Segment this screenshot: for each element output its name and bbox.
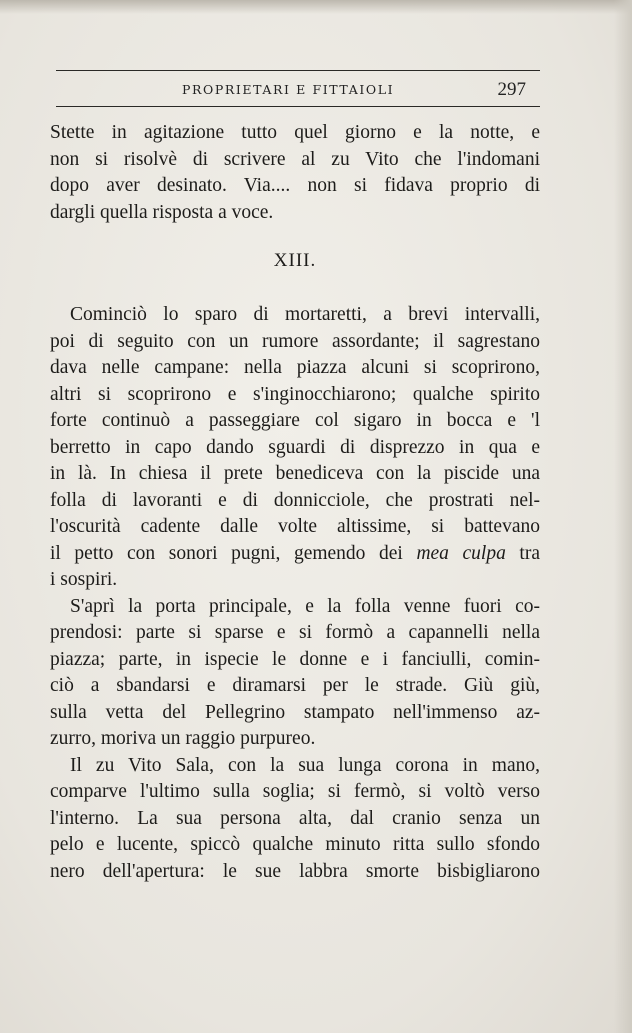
page-top-shadow	[0, 0, 632, 14]
running-title: PROPRIETARI E FITTAIOLI	[182, 82, 395, 97]
text-line: piazza; parte, in ispecie le donne e i fanciulli, comin-	[50, 648, 540, 670]
text-line: prendosi: parte si sparse e si formò a capannelli nella	[50, 622, 540, 643]
header-rule-top	[56, 70, 540, 71]
text-line: dopo aver desinato. Via.... non si fidava proprio di	[50, 175, 540, 196]
text-line: S'aprì la porta principale, e la folla venne fuori co-	[70, 595, 540, 617]
text-line: i sospiri.	[50, 569, 118, 590]
text-line-italic	[50, 541, 540, 568]
text-line: zurro, moriva un raggio purpureo.	[50, 728, 316, 749]
text-line: Cominciò lo sparo di mortaretti, a brevi intervalli,	[70, 304, 540, 325]
page-number: 297	[497, 79, 526, 100]
text-line: forte continuò a passeggiare col sigaro in bocca e 'l	[50, 410, 540, 431]
text-line: dava nelle campane: nella piazza alcuni si scoprirono,	[50, 357, 540, 378]
text-line: l'oscurità cadente dalle volte altissime, si battevano	[50, 516, 540, 537]
running-head	[56, 80, 540, 102]
page-edge-shadow	[614, 0, 632, 1033]
text-line: nero dell'apertura: le sue labbra smorte bisbigliarono	[50, 860, 540, 882]
text-line: altri si scoprirono e s'inginocchiarono; qualche spirito	[50, 383, 540, 405]
body-text	[50, 120, 540, 885]
text-line: Il zu Vito Sala, con la sua lunga corona in mano,	[70, 754, 540, 776]
text-line: pelo e lucente, spiccò qualche minuto ritta sullo sfondo	[50, 834, 540, 855]
text-line: sulla vetta del Pellegrino stampato nell'immenso az-	[50, 701, 540, 723]
text-line: poi di seguito con un rumore assordante; il sagrestano	[50, 330, 540, 352]
text-line: comparve l'ultimo sulla soglia; si fermò, si voltò verso	[50, 781, 540, 802]
text-fragment: tra	[505, 542, 540, 564]
text-line: l'interno. La sua persona alta, dal cranio senza un	[50, 807, 540, 829]
text-line: folla di lavoranti e di donnicciole, che prostrati nel-	[50, 489, 540, 511]
header-rule-bottom	[56, 106, 540, 107]
text-line: ciò a sbandarsi e diramarsi per le strade. Giù giù,	[50, 675, 540, 696]
text-line: dargli quella risposta a voce.	[50, 201, 274, 223]
text-line: berretto in capo dando sguardi di disprezzo in qua e	[50, 436, 540, 458]
text-line: Stette in agitazione tutto quel giorno e la notte, e	[50, 122, 540, 143]
text-fragment: il petto con sonori pugni, gemendo dei	[50, 542, 417, 564]
text-line: in là. In chiesa il prete benediceva con la piscide una	[50, 463, 540, 484]
text-line: non si risolvè di scrivere al zu Vito che l'indomani	[50, 148, 540, 170]
italic-phrase: mea culpa	[416, 542, 506, 564]
chapter-heading: XIII.	[273, 250, 317, 271]
